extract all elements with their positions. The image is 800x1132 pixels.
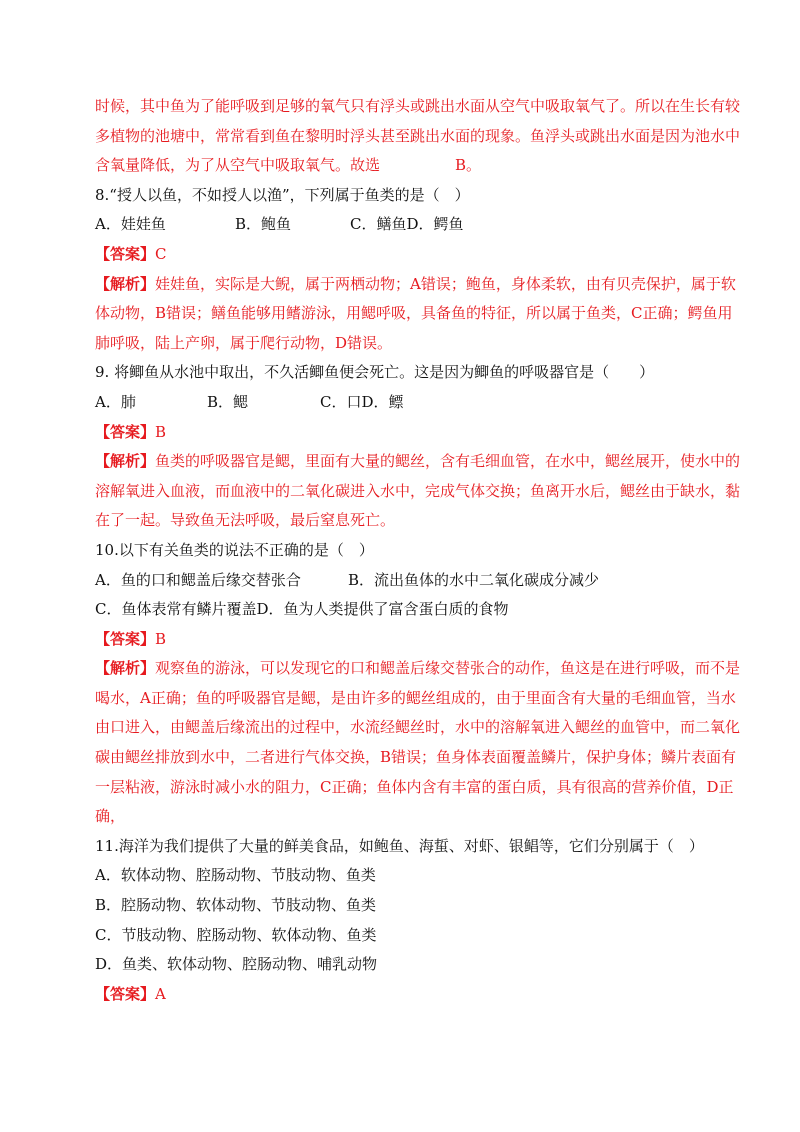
analysis-tag: 【解析】 — [95, 274, 156, 293]
question-9-stem: 9. 将鲫鱼从水池中取出，不久活鲫鱼便会死亡。这是因为鲫鱼的呼吸器官是（ ） — [95, 363, 655, 382]
q8-option-c: C．鳝鱼 — [350, 215, 407, 234]
question-8-options — [95, 210, 705, 240]
analysis-continued-line-1: 时候，其中鱼为了能呼吸到足够的氧气只有浮头或跳出水面从空气中吸取氧气了。所以在生长有较 — [95, 97, 741, 115]
answer-value: B — [155, 422, 167, 441]
answer-tag: 【答案】 — [95, 422, 156, 441]
question-10-analysis-line-6: 确， — [95, 807, 126, 826]
answer-tag: 【答案】 — [95, 244, 156, 263]
question-10-options-row-1 — [95, 566, 705, 596]
analysis-continued-line-3: 含氧量降低，为了从空气中吸取氧气。故选 B。 — [95, 156, 482, 175]
q9-option-d: D．鳔 — [361, 392, 404, 411]
question-10-analysis-line-3: 由口进入，由鳃盖后缘流出的过程中，水流经鳃丝时，水中的溶解氧进入鳃丝的血管中，而二氧化 — [95, 718, 741, 737]
q11-option-c: C．节肢动物、腔肠动物、软体动物、鱼类 — [95, 925, 377, 944]
analysis-continued-line-2: 多植物的池塘中，常常看到鱼在黎明时浮头甚至跳出水面的现象。鱼浮头或跳出水面是因为池水中 — [95, 126, 741, 145]
question-9-analysis-line-1 — [95, 447, 741, 477]
analysis-text: 观察鱼的游泳，可以发现它的口和鳃盖后缘交替张合的动作，鱼这是在进行呼吸，而不是 — [155, 659, 741, 678]
answer-value: A — [155, 984, 166, 1003]
question-10-options-row-2 — [95, 595, 705, 625]
question-9-options — [95, 388, 705, 418]
q9-option-b: B．鳃 — [207, 392, 249, 411]
question-10-answer — [95, 625, 705, 655]
question-8-stem: 8.“授人以鱼，不如授人以渔”，下列属于鱼类的是（ ） — [95, 185, 470, 204]
question-11-answer — [95, 980, 705, 1010]
analysis-text: 鱼类的呼吸器官是鳃，里面有大量的鳃丝，含有毛细血管，在水中，鳃丝展开，使水中的 — [155, 452, 741, 471]
answer-value: C — [155, 244, 167, 263]
question-10-analysis-line-1 — [95, 654, 741, 684]
q10-option-a: A．鱼的口和鳃盖后缘交替张合 — [95, 570, 301, 589]
question-10-analysis-line-2: 喝水，A正确；鱼的呼吸器官是鳃，是由许多的鳃丝组成的，由于里面含有大量的毛细血管，当水 — [95, 688, 736, 707]
question-10-stem: 10.以下有关鱼类的说法不正确的是（ ） — [95, 540, 374, 559]
q9-option-c: C．口 — [320, 392, 362, 411]
question-10-analysis-line-5: 一层粘液，游泳时减小水的阻力，C正确；鱼体内含有丰富的蛋白质，具有很高的营养价值，D正 — [95, 777, 734, 796]
q10-option-d: D．鱼为人类提供了富含蛋白质的食物 — [256, 600, 509, 619]
question-10-analysis-line-4: 碳由鳃丝排放到水中，二者进行气体交换，B错误；鱼身体表面覆盖鳞片，保护身体；鳞片表面有 — [95, 748, 737, 767]
answer-tag: 【答案】 — [95, 984, 156, 1003]
document-page — [95, 92, 741, 1009]
q10-option-b: B．流出鱼体的水中二氧化碳成分减少 — [348, 570, 600, 589]
question-9-analysis-line-2: 溶解氧进入血液，而血液中的二氧化碳进入水中，完成气体交换；鱼离开水后，鳃丝由于缺水，黏 — [95, 481, 741, 500]
analysis-text: 娃娃鱼，实际是大鲵，属于两栖动物；A错误；鲍鱼，身体柔软，由有贝壳保护，属于软 — [155, 274, 736, 293]
q11-option-a: A．软体动物、腔肠动物、节肢动物、鱼类 — [95, 866, 376, 885]
q10-option-c: C．鱼体表常有鳞片覆盖 — [95, 600, 257, 619]
analysis-tag: 【解析】 — [95, 659, 156, 678]
question-8-answer — [95, 240, 705, 270]
q8-option-b: B．鲍鱼 — [235, 215, 292, 234]
question-11-stem: 11.海洋为我们提供了大量的鲜美食品，如鲍鱼、海蜇、对虾、银鲳等，它们分别属于（ ） — [95, 836, 704, 855]
answer-tag: 【答案】 — [95, 629, 156, 648]
q9-option-a: A．肺 — [95, 392, 136, 411]
analysis-tag: 【解析】 — [95, 452, 156, 471]
question-9-answer — [95, 418, 705, 448]
q11-option-b: B．腔肠动物、软体动物、节肢动物、鱼类 — [95, 896, 377, 915]
q8-option-d: D．鳄鱼 — [406, 215, 464, 234]
question-8-analysis-line-1 — [95, 270, 736, 300]
q8-option-a: A．娃娃鱼 — [95, 215, 166, 234]
answer-value: B — [155, 629, 167, 648]
question-9-analysis-line-3: 在了一起。导致鱼无法呼吸，最后窒息死亡。 — [95, 511, 396, 530]
question-8-analysis-line-2: 体动物，B错误；鳝鱼能够用鳍游泳，用鳃呼吸，具备鱼的特征，所以属于鱼类，C正确；鳄鱼用 — [95, 304, 733, 323]
question-8-analysis-line-3: 肺呼吸，陆上产卵，属于爬行动物，D错误。 — [95, 333, 393, 352]
q11-option-d: D．鱼类、软体动物、腔肠动物、哺乳动物 — [95, 955, 378, 974]
